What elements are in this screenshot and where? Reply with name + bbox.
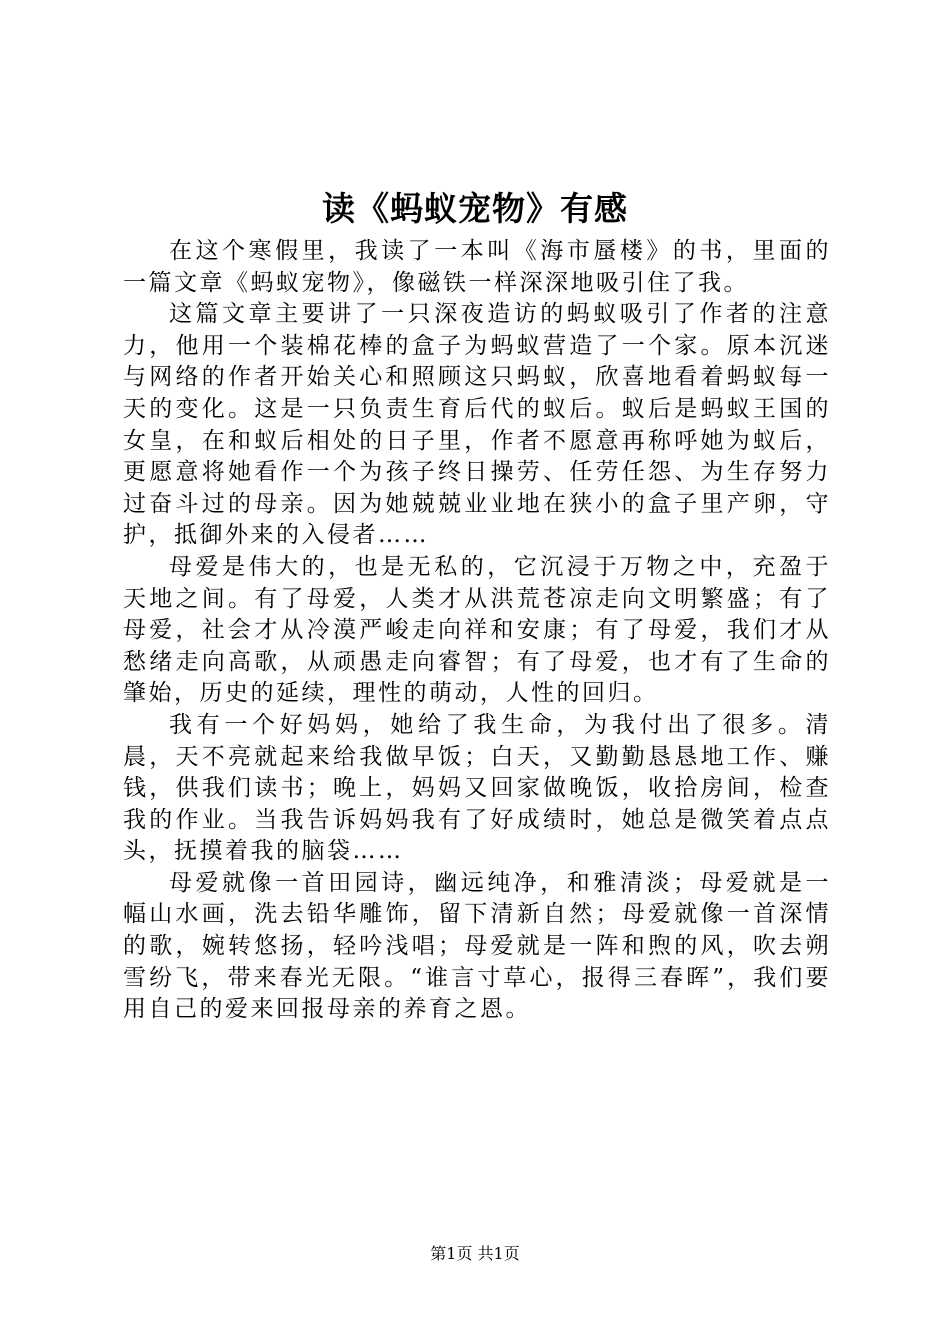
document-body	[123, 236, 831, 1026]
paragraph-5: 母爱就像一首田园诗，幽远纯净，和雅清淡；母爱就是一幅山水画，洗去铅华雕饰，留下清新自然；母爱就像一首深情的歌，婉转悠扬，轻吟浅唱；母爱就是一阵和煦的风，吹去朔雪纷飞，带来春光无限。“谁言寸草心，报得三春晖”，我们要用自己的爱来回报母亲的养育之恩。	[123, 869, 831, 1023]
paragraph-4: 我有一个好妈妈，她给了我生命，为我付出了很多。清晨，天不亮就起来给我做早饭；白天，又勤勤恳恳地工作、赚钱，供我们读书；晚上，妈妈又回家做晚饭，收拾房间，检查我的作业。当我告诉妈妈我有了好成绩时，她总是微笑着点点头，抚摸着我的脑袋……	[123, 711, 831, 865]
paragraph-1: 在这个寒假里，我读了一本叫《海市蜃楼》的书，里面的一篇文章《蚂蚁宠物》，像磁铁一样深深地吸引住了我。	[123, 238, 831, 296]
page-number-footer: 第1页 共1页	[430, 1244, 520, 1263]
paragraph-3: 母爱是伟大的，也是无私的，它沉浸于万物之中，充盈于天地之间。有了母爱，人类才从洪荒苍凉走向文明繁盛；有了母爱，社会才从冷漠严峻走向祥和安康；有了母爱，我们才从愁绪走向高歌，从顽愚走向睿智；有了母爱，也才有了生命的肇始，历史的延续，理性的萌动，人性的回归。	[123, 553, 831, 707]
paragraph-2: 这篇文章主要讲了一只深夜造访的蚂蚁吸引了作者的注意力，他用一个装棉花棒的盒子为蚂蚁营造了一个家。原本沉迷与网络的作者开始关心和照顾这只蚂蚁，欣喜地看着蚂蚁每一天的变化。这是一只负责生育后代的蚁后。蚁后是蚂蚁王国的女皇，在和蚁后相处的日子里，作者不愿意再称呼她为蚁后，更愿意将她看作一个为孩子终日操劳、任劳任怨、为生存努力过奋斗过的母亲。因为她兢兢业业地在狭小的盒子里产卵，守护，抵御外来的入侵者……	[123, 301, 831, 549]
document-title: 读《蚂蚁宠物》有感	[322, 189, 628, 228]
